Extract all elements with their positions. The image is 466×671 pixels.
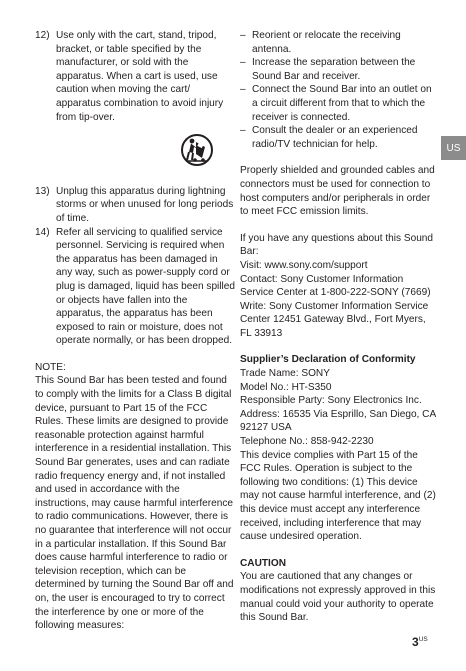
instruction-item-14 xyxy=(35,226,235,348)
measure-text: Increase the separation between the Sound Bar and receiver. xyxy=(252,57,416,82)
measure-item xyxy=(240,83,438,124)
dash-marker: – xyxy=(240,125,246,137)
page-number xyxy=(412,635,428,649)
item-number: 14) xyxy=(35,226,50,238)
measure-text: Reorient or relocate the receiving antenna. xyxy=(252,30,401,55)
caution-heading: CAUTION xyxy=(240,557,286,569)
contact-line: Contact: Sony Customer Information Service Center at 1-800-222-SONY (7669) xyxy=(240,273,431,299)
instruction-item-12 xyxy=(35,29,235,124)
write-line: Write: Sony Customer Information Service Center 12451 Gateway Blvd., Fort Myers, FL 33913 xyxy=(240,300,429,339)
telephone-line: Telephone No.: 858-942-2230 xyxy=(240,436,374,448)
item-number: 13) xyxy=(35,185,50,197)
item-number: 12) xyxy=(35,30,50,41)
cart-tip-over-warning-icon xyxy=(181,134,213,166)
compliance-text: This device complies with Part 15 of the FCC Rules. Operation is subject to the following two conditions: (1) This device may not cause harmful interference, and (2) this device must accept any interference received, including interference that may cause undesired operation. xyxy=(240,449,436,543)
model-number-line: Model No.: HT-S350 xyxy=(240,381,332,393)
caution-text: You are cautioned that any changes or modifications not expressly approved in this manual could void your authority to operate this Sound Bar. xyxy=(240,571,436,624)
measure-text: Connect the Sound Bar into an outlet on a circuit different from that to which the receiver is connected. xyxy=(252,84,432,123)
shielded-cables-text: Properly shielded and grounded cables and connectors must be used for connection to host computers and/or peripherals in order to meet FCC emission limits. xyxy=(240,165,435,218)
item-text: Refer all servicing to qualified service personnel. Servicing is required when the apparatus has been damaged in any way, such as power-supply cord or plug is damaged, liquid has been spilled or objects have fallen into the apparatus, the apparatus has been exposed to rain or moisture, does not operate normally, or has been dropped. xyxy=(56,226,236,347)
measure-item xyxy=(240,124,438,151)
measure-text: Consult the dealer or an experienced radio/TV technician for help. xyxy=(252,125,418,150)
visit-line: Visit: www.sony.com/support xyxy=(240,259,368,271)
left-column xyxy=(35,29,235,633)
instruction-item-13 xyxy=(35,185,235,226)
responsible-party-line: Responsible Party: Sony Electronics Inc. xyxy=(240,395,422,407)
dash-marker: – xyxy=(240,57,246,69)
item-text: Use only with the cart, stand, tripod, bracket, or table specified by the manufacturer, or sold with the apparatus. When a cart is used, use caution when moving the cart/ apparatus combination to avoid injury from tip-over. xyxy=(56,30,224,123)
right-column xyxy=(240,29,438,625)
page-number-suffix: US xyxy=(418,636,428,643)
address-line: Address: 16535 Via Esprillo, San Diego, CA 92127 USA xyxy=(240,408,436,434)
page-number-value: 3 xyxy=(412,635,419,649)
trade-name-line: Trade Name: SONY xyxy=(240,368,330,380)
sdoc-heading: Supplier’s Declaration of Conformity xyxy=(240,354,416,366)
item-text: Unplug this apparatus during lightning storms or when unused for long periods of time. xyxy=(56,185,234,224)
questions-text: If you have any questions about this Sound Bar: xyxy=(240,232,434,258)
note-label: NOTE: xyxy=(35,361,66,373)
dash-marker: – xyxy=(240,84,246,96)
dash-marker: – xyxy=(240,30,246,41)
measure-item xyxy=(240,29,438,56)
measure-item xyxy=(240,56,438,83)
fcc-note-text: This Sound Bar has been tested and found to comply with the limits for a Class B digital device, pursuant to Part 15 of the FCC Rules. These limits are designed to provide reasonable protection against harmful interference in a residential installation. This Sound Bar generates, uses and can radiate radio frequency energy and, if not installed and used in accordance with the instructions, may cause harmful interference to radio communications. However, there is no guarantee that interference will not occur in a particular installation. If this Sound Bar does cause harmful interference to radio or television reception, which can be determined by turning the Sound Bar off and on, the user is encouraged to try to correct the interference by one or more of the following measures: xyxy=(35,375,234,632)
region-side-tab: US xyxy=(441,136,466,160)
